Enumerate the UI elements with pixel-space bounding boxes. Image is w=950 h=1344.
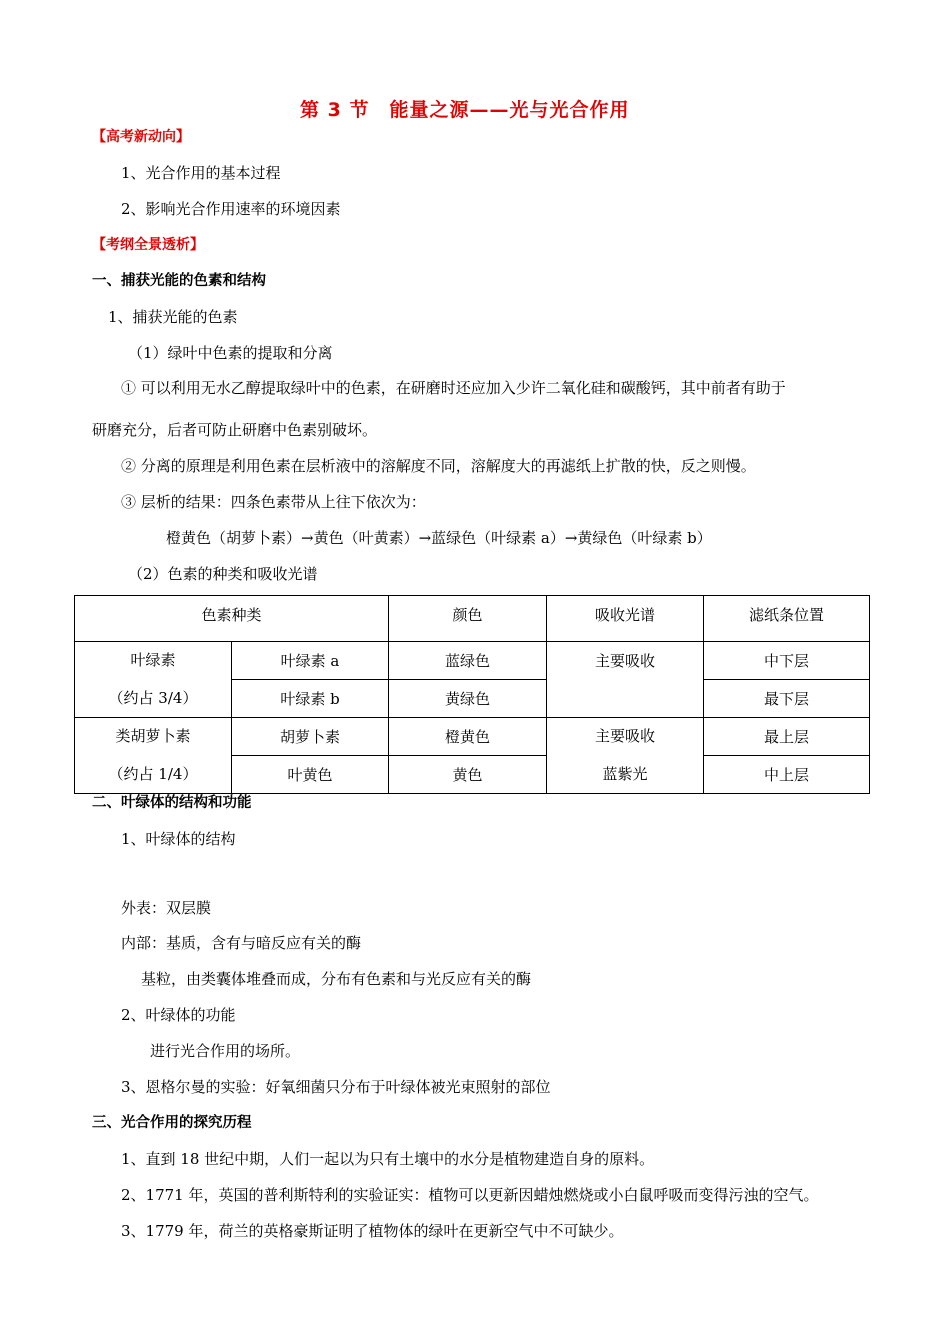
pigment-table [74,595,870,794]
group-carotenoid-name: 类胡萝卜素 [115,727,191,745]
part1-heading: 一、捕获光能的色素和结构 [92,273,266,289]
part1-sub1: 1、捕获光能的色素 [108,308,238,326]
absorb-carotenoid-line1: 主要吸收 [595,727,656,745]
part1-sub1-1: （1）绿叶中色素的提取和分离 [128,344,333,362]
gaokao-item-1: 1、光合作用的基本过程 [121,164,281,182]
gaokao-heading: 【高考新动向】 [92,129,190,145]
color-xanthophyll: 黄色 [389,756,547,794]
position-xanthophyll: 中上层 [704,756,870,794]
part3-item-2: 2、1771 年，英国的普利斯特利的实验证实：植物可以更新因蜡烛燃烧或小白鼠呼吸而变得污浊的空气。 [121,1186,819,1204]
part2-sub2: 2、叶绿体的功能 [121,1006,236,1024]
part2-inner: 内部：基质，含有与暗反应有关的酶 [121,934,362,952]
part1-p2: ② 分离的原理是利用色素在层析液中的溶解度不同，溶解度大的再滤纸上扩散的快，反之则慢。 [121,457,756,475]
color-chlorophyll-a: 蓝绿色 [389,642,547,680]
page-title: 第 3 节 能量之源——光与光合作用 [300,99,630,121]
absorb-chlorophyll: 主要吸收 [547,642,704,718]
position-carotene: 最上层 [704,718,870,756]
part1-sub1-2: （2）色素的种类和吸收光谱 [128,565,318,583]
pigment-chlorophyll-a: 叶绿素 a [232,642,389,680]
part2-sub1: 1、叶绿体的结构 [121,830,236,848]
group-chlorophyll-name: 叶绿素 [130,651,176,669]
color-chlorophyll-b: 黄绿色 [389,680,547,718]
table-row [75,642,870,680]
table-header-row [75,596,870,642]
pigment-xanthophyll: 叶黄色 [232,756,389,794]
absorb-carotenoid-line2: 蓝紫光 [602,765,648,783]
color-carotene: 橙黄色 [389,718,547,756]
position-chlorophyll-a: 中下层 [704,642,870,680]
part3-heading: 三、光合作用的探究历程 [92,1115,252,1131]
part2-heading: 二、叶绿体的结构和功能 [92,795,252,811]
part1-p1-line2: 研磨充分，后者可防止研磨中色素别破坏。 [92,421,378,439]
part1-p3-order: 橙黄色（胡萝卜素）→黄色（叶黄素）→蓝绿色（叶绿素 a）→黄绿色（叶绿素 b） [166,529,712,547]
kaogang-heading: 【考纲全景透析】 [92,237,204,253]
gaokao-item-2: 2、影响光合作用速率的环境因素 [121,200,341,218]
part3-item-1: 1、直到 18 世纪中期，人们一起以为只有土壤中的水分是植物建造自身的原料。 [121,1150,655,1168]
part2-outer: 外表：双层膜 [121,899,212,917]
group-carotenoid [75,718,232,794]
part1-p3: ③ 层析的结果：四条色素带从上往下依次为： [121,493,426,511]
pigment-carotene: 胡萝卜素 [232,718,389,756]
group-chlorophyll [75,642,232,718]
position-chlorophyll-b: 最下层 [704,680,870,718]
header-position: 滤纸条位置 [704,596,870,642]
header-color: 颜色 [389,596,547,642]
part3-item-3: 3、1779 年，荷兰的英格豪斯证明了植物体的绿叶在更新空气中不可缺少。 [121,1222,624,1240]
table-row [75,718,870,756]
header-pigment-type: 色素种类 [75,596,389,642]
part2-function: 进行光合作用的场所。 [150,1042,301,1060]
part2-grana: 基粒，由类囊体堆叠而成，分布有色素和与光反应有关的酶 [141,970,532,988]
part1-p1-line1: ① 可以利用无水乙醇提取绿叶中的色素，在研磨时还应加入少许二氧化硅和碳酸钙，其中前者有助于 [121,379,786,397]
absorb-carotenoid [547,718,704,794]
part2-sub3: 3、恩格尔曼的实验：好氧细菌只分布于叶绿体被光束照射的部位 [121,1078,551,1096]
header-absorption: 吸收光谱 [547,596,704,642]
pigment-chlorophyll-b: 叶绿素 b [232,680,389,718]
group-chlorophyll-share: （约占 3/4） [108,689,198,707]
group-carotenoid-share: （约占 1/4） [108,765,198,783]
